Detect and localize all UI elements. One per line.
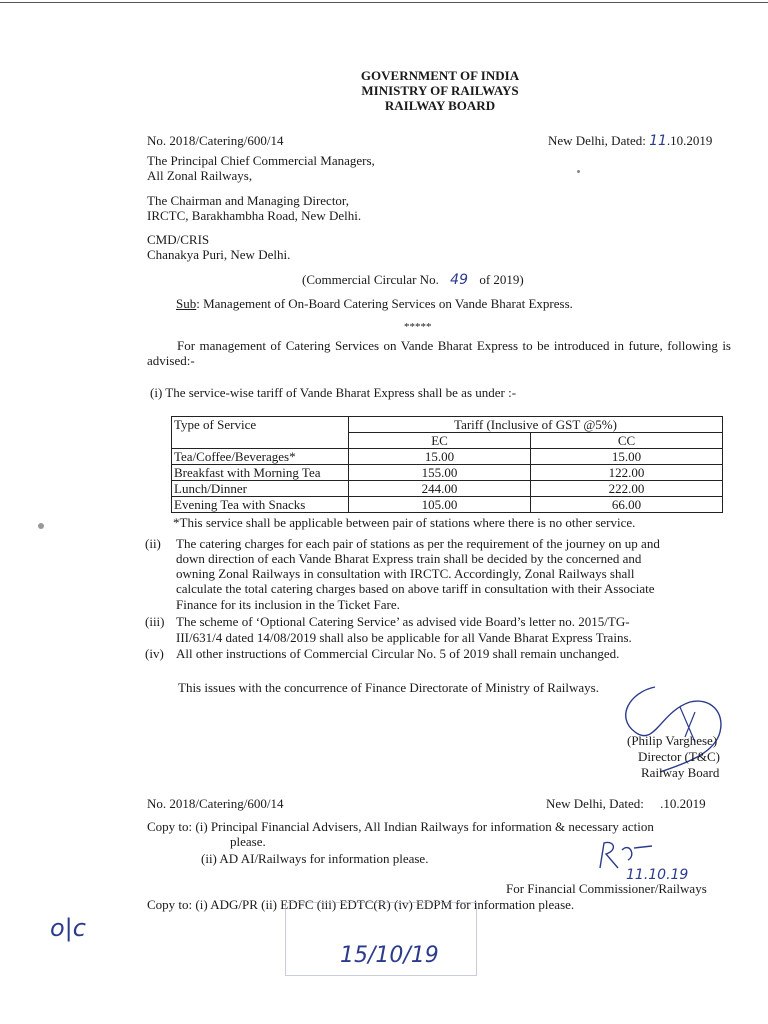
tariff-table [171,416,723,513]
point-iii-number: (iii) [145,614,165,629]
copy-to-line1 [147,819,654,834]
tariff-footnote: *This service shall be applicable between pair of stations where there is no other service. [173,515,636,530]
circular-prefix: (Commercial Circular No. [302,272,439,287]
circular-number [302,272,524,288]
copy-to-second: Copy to: (i) ADG/PR (ii) EDFC (iii) EDTC(R) (iv) EDPM for information please. [147,897,575,912]
table-row [172,449,723,465]
point-ii-line: down direction of each Vande Bharat Express train shall be decided by the concerned and [176,551,642,566]
letter-number-copy: No. 2018/Catering/600/14 [147,796,284,811]
header-cc: CC [531,433,723,449]
scan-top-border [0,2,768,3]
row-service: Breakfast with Morning Tea [172,465,349,481]
point-ii-number: (ii) [145,536,161,551]
point-ii-line: calculate the total catering charges based on above tariff in consultation with their Associate [176,581,655,596]
row-service: Tea/Coffee/Beverages* [172,449,349,465]
point-iii-line: The scheme of ‘Optional Catering Service’ as advised vide Board’s letter no. 2015/TG- [176,614,630,629]
addressee-irctc-line2: IRCTC, Barakhambha Road, New Delhi. [147,208,362,223]
circular-suffix: of 2019) [479,272,524,287]
circular-number-handwritten: 49 [450,272,468,288]
point-ii-line: Finance for its inclusion in the Ticket Fare. [176,597,400,612]
subject-text: : Management of On-Board Catering Services on Vande Bharat Express. [196,296,573,311]
header-ec: EC [349,433,531,449]
row-ec: 155.00 [349,465,531,481]
copy-to-label: Copy to: [147,819,193,834]
copy-to-item-i: (i) Principal Financial Advisers, All Indian Railways for information & necessary action [195,819,654,834]
copy-to-item-i-cont: please. [230,834,266,849]
intro-paragraph: For management of Catering Services on Vande Bharat Express to be introduced in future, following is advised:- [147,338,731,368]
point-ii-line: owning Zonal Railways in consultation with IRCTC. Accordingly, Zonal Railways shall [176,566,635,581]
letter-date [548,133,712,149]
point-iii-line: III/631/4 dated 14/08/2019 shall also be applicable for all Vande Bharat Express Trains. [176,630,632,645]
stars-separator: ***** [404,321,432,333]
scan-speck [577,170,580,173]
point-i: (i) The service-wise tariff of Vande Bharat Express shall be as under :- [150,385,517,400]
row-cc: 122.00 [531,465,723,481]
addressee-cris-line2: Chanakya Puri, New Delhi. [147,247,291,262]
letter-number: No. 2018/Catering/600/14 [147,133,284,148]
row-ec: 244.00 [349,481,531,497]
header-type-of-service: Type of Service [172,417,349,449]
finance-commissioner-label: For Financial Commissioner/Railways [506,881,707,896]
signatory-designation: Director (T&C) [638,749,720,764]
table-header-row [172,417,723,433]
concurrence-statement: This issues with the concurrence of Finance Directorate of Ministry of Railways. [178,680,599,695]
addressee-pccm-line1: The Principal Chief Commercial Managers, [147,153,375,168]
subject-line [176,296,573,311]
addressee-cris-line1: CMD/CRIS [147,232,210,247]
point-iv-number: (iv) [145,646,164,661]
scan-speck [38,523,44,529]
copy-to-item-ii: (ii) AD AI/Railways for information please. [201,851,429,866]
addressee-pccm-line2: All Zonal Railways, [147,168,253,183]
table-row [172,465,723,481]
header-board: RAILWAY BOARD [384,98,496,113]
margin-handwritten-note: o|c [50,914,86,942]
point-ii-line: The catering charges for each pair of stations as per the requirement of the journey on up and [176,536,660,551]
letter-date-copy: New Delhi, Dated: .10.2019 [546,796,706,811]
row-service: Evening Tea with Snacks [172,497,349,513]
point-iv-line: All other instructions of Commercial Circular No. 5 of 2019 shall remain unchanged. [176,646,620,661]
header-ministry: MINISTRY OF RAILWAYS [361,83,519,98]
addressee-irctc-line1: The Chairman and Managing Director, [147,193,349,208]
row-cc: 222.00 [531,481,723,497]
date-suffix: .10.2019 [666,133,713,148]
row-cc: 66.00 [531,497,723,513]
date-day-handwritten: 11 [649,133,667,149]
row-service: Lunch/Dinner [172,481,349,497]
header-tariff: Tariff (Inclusive of GST @5%) [349,417,723,433]
finance-handwritten-date: 11.10.19 [626,867,689,883]
row-ec: 15.00 [349,449,531,465]
row-ec: 105.00 [349,497,531,513]
header-government: GOVERNMENT OF INDIA [360,68,520,83]
subject-label: Sub [176,296,197,311]
bottom-handwritten-date: 15/10/19 [340,943,439,968]
date-prefix: New Delhi, Dated: [548,133,646,148]
signatory-name: (Philip Varghese) [627,733,718,748]
table-row [172,481,723,497]
table-row [172,497,723,513]
row-cc: 15.00 [531,449,723,465]
signatory-office: Railway Board [641,765,720,780]
